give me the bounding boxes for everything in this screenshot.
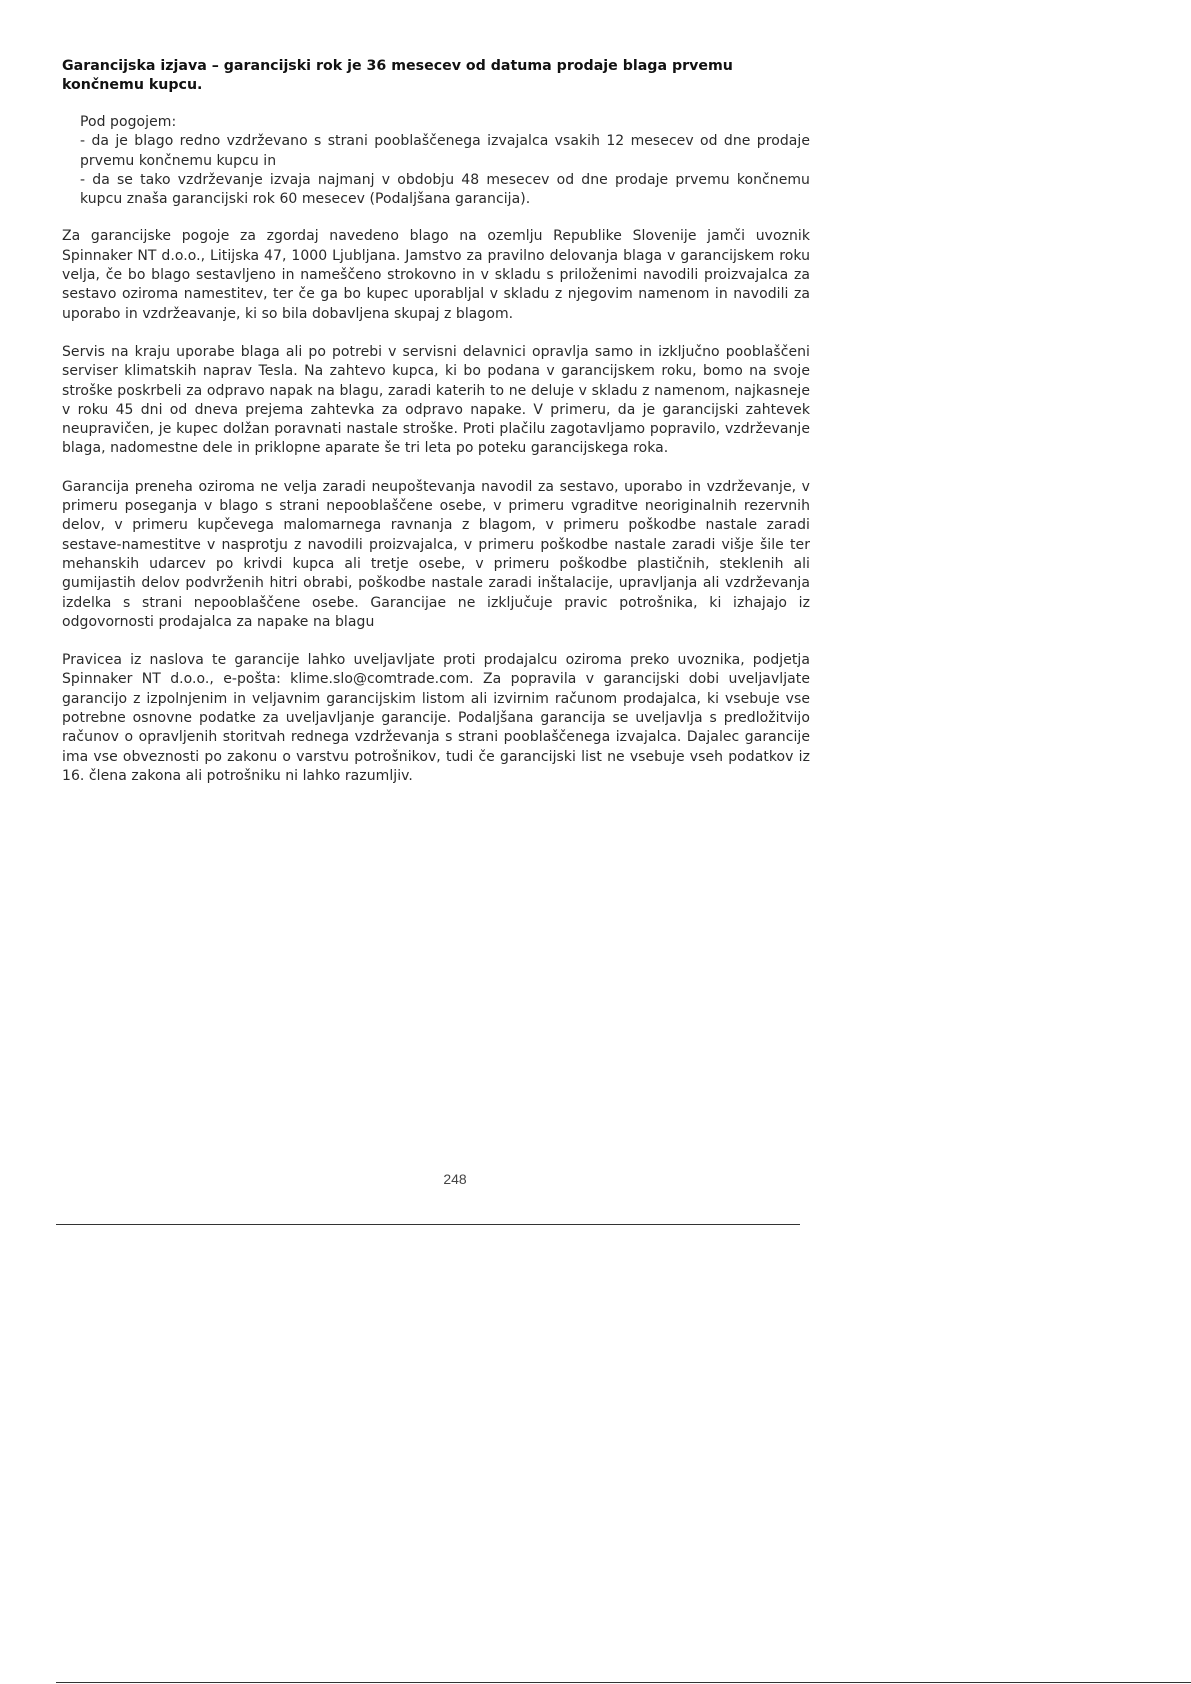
paragraph-service: Servis na kraju uporabe blaga ali po potrebi v servisni delavnici opravlja samo in izključno pooblaščeni serviser klimatskih naprav Tesla. Na zahtevo kupca, ki bo podana v garancijskem roku, bomo na svoje stroške poskrbeli za odpravo napak na blagu, zaradi katerih to ne deluje v skladu z namenom, najkasneje v roku 45 dni od dneva prejema zahtevka za odpravo napake. V primeru, da je garancijski zahtevek neupravičen, je kupec dolžan poravnati nastale stroške. Proti plačilu zagotavljamo popravilo, vzdrževanje blaga, nadomestne dele in priklopne aparate še tri leta po poteku garancijskega roka. (62, 343, 810, 457)
page-divider (56, 1224, 800, 1225)
condition-item-extended: - da se tako vzdrževanje izvaja najmanj v obdobju 48 mesecev od dne prodaje prvemu končnemu kupcu znaša garancijski rok 60 mesecev (Podaljšana garancija). (80, 171, 810, 208)
warranty-statement (62, 57, 810, 805)
conditions-intro: Pod pogojem: (80, 114, 177, 130)
page-number: 248 (443, 1171, 467, 1187)
paragraph-importer-guarantee: Za garancijske pogoje za zgordaj navedeno blago na ozemlju Republike Slovenije jamči uvoznik Spinnaker NT d.o.o., Litijska 47, 1000 Ljubljana. Jamstvo za pravilno delovanja blaga v garancijskem roku velja, če bo blago sestavljeno in nameščeno strokovno in v skladu s priloženimi navodili proizvajalca za sestavo oziroma namestitev, ter če ga bo kupec uporabljal v skladu z njegovim namenom in navodili za uporabo in vzdržeavanje, ki so bila dobavljena skupaj z blagom. (62, 228, 810, 322)
paragraph-exclusions: Garancija preneha oziroma ne velja zaradi neupoštevanja navodil za sestavo, uporabo in vzdrževanje, v primeru poseganja v blago s strani nepooblaščene osebe, v primeru vgraditve neoriginalnih rezervnih delov, v primeru kupčevega malomarnega ravnanja z blagom, v primeru poškodbe nastale zaradi sestave-namestitve v nasprotju z navodili proizvajalca, v primeru poškodbe nastale zaradi višje šile ter mehanskih udarcev po krivdi kupca ali tretje osebe, v primeru poškodbe plastičnih, steklenih ali gumijastih delov podvrženih hitri obrabi, poškodbe nastale zaradi inštalacije, upravljanja ali vzdrževanja izdelka s strani nepooblaščene osebe. Garancijae ne izključuje pravic potrošnika, ki izhajajo iz odgovornosti prodajalca za napake na blagu (62, 478, 810, 630)
warranty-conditions (80, 113, 810, 209)
paragraph-claims: Pravicea iz naslova te garancije lahko uveljavljate proti prodajalcu oziroma preko uvoznika, podjetja Spinnaker NT d.o.o., e-pošta: klime.slo@comtrade.com. Za popravila v garancijski dobi uveljavljate garancijo z izpolnjenim in veljavnim garancijskim listom ali izvirnim računom prodajalca, ki vsebuje vse potrebne osnovne podatke za uveljavljanje garancije. Podaljšana garancija se uveljavlja s predložitvijo računov o opravljenih storitvah rednega vzdrževanja s strani pooblaščenega izvajalca. Dajalec garancije ima vse obveznosti po zakonu o varstvu potrošnikov, tudi če garancijski list ne vsebuje vseh podatkov iz 16. člena zakona ali potrošniku ni lahko razumljiv. (62, 652, 810, 784)
condition-item-maintenance: - da je blago redno vzdrževano s strani pooblaščenega izvajalca vsakih 12 mesecev od dne prodaje prvemu končnemu kupcu in (80, 133, 810, 169)
bottom-rule (56, 1682, 1191, 1683)
warranty-heading: Garancijska izjava – garancijski rok je 36 mesecev od datuma prodaje blaga prvemu končnemu kupcu. (62, 58, 733, 93)
